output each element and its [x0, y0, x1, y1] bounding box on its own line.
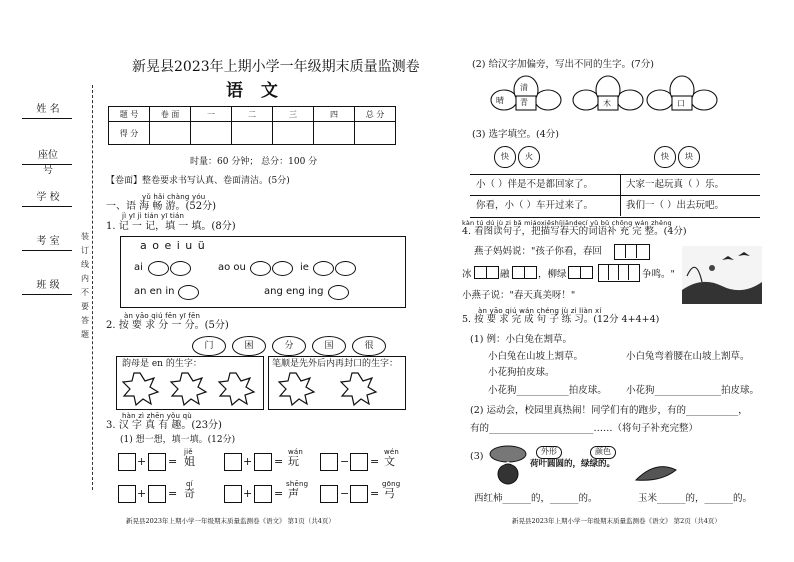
star-blank: [219, 373, 254, 405]
pinyin: jiě: [184, 448, 193, 456]
choice-char: 快: [654, 146, 676, 168]
binding-note-char: 答: [81, 316, 89, 325]
answer-line[interactable]: 小花狗___________拍皮球。: [488, 385, 607, 396]
en-box-label: 韵母是 en 的生字：: [122, 359, 202, 369]
class-line[interactable]: [22, 294, 72, 295]
flower-char: 青: [520, 98, 528, 107]
word-grid[interactable]: [598, 264, 640, 282]
q4-title: 4. 看图读句子，把描写春天的词语补 充 完 整。(4分): [462, 226, 687, 237]
example-sentence: 荷叶圆圆的，绿绿的。: [530, 459, 616, 469]
score-header: 二: [232, 107, 273, 122]
pinyin: yǔ hǎi chàng yóu: [142, 193, 206, 201]
footer-right: 新晃县2023年上期小学一年级期末质量监测卷《语文》 第2页（共4页）: [512, 517, 721, 525]
flower-char: 清: [520, 83, 528, 92]
flower-char: 晴: [496, 96, 504, 105]
answer-square[interactable]: [118, 485, 136, 503]
score-cell[interactable]: [273, 122, 314, 145]
spring-illustration: [682, 246, 762, 304]
starburst-answers[interactable]: [118, 370, 404, 406]
q3-2-title: (2) 给汉字加偏旁，写出不同的生字。(7分): [472, 59, 654, 70]
answer-square[interactable]: [224, 453, 242, 471]
binding-note: [80, 230, 90, 342]
answer-square[interactable]: [254, 453, 272, 471]
ie-label: ie: [300, 262, 309, 273]
score-header: 三: [273, 107, 314, 122]
blank-oval[interactable]: [148, 261, 169, 276]
subject-title: 语 文: [226, 81, 284, 101]
answer-square[interactable]: [254, 485, 272, 503]
star-blank: [279, 373, 314, 405]
heart-char: 门: [192, 336, 226, 356]
room-label: 考 室: [36, 236, 60, 247]
q3-1-title: (1) 想一想，填一填。(12分): [120, 435, 236, 445]
binding-note-char: 线: [81, 260, 89, 269]
flower-char: 木: [603, 99, 611, 108]
blank-oval[interactable]: [313, 261, 334, 276]
binding-note-char: 订: [81, 246, 89, 255]
pinyin: wén: [384, 448, 400, 456]
tag-color: 颜色: [590, 446, 616, 459]
blank-oval[interactable]: [170, 261, 191, 276]
answer-square[interactable]: [350, 453, 368, 471]
time-info: 时量：60 分钟； 总分：100 分: [190, 157, 318, 167]
score-header: 一: [191, 107, 232, 122]
ai-label: ai: [134, 262, 143, 273]
answer-line[interactable]: (2) 运动会，校园里真热闹！同学们有的跑步，有的___________，: [470, 405, 748, 416]
q3-title: 3. 汉 字 真 有 趣。(23分): [106, 420, 222, 431]
swallow-text: 小燕子说："春天真美呀！": [462, 290, 576, 301]
score-cell[interactable]: [355, 122, 396, 145]
heart-char: 很: [352, 336, 386, 356]
swallow-text: 融: [500, 269, 510, 280]
answer-line[interactable]: 小花狗______________拍皮球。: [626, 385, 760, 396]
swallow-text: ，柳绿: [538, 269, 567, 280]
pinyin: shēng: [286, 480, 309, 488]
answer-square[interactable]: [118, 453, 136, 471]
pinyin: qí: [186, 480, 193, 488]
flower-char: 口: [677, 99, 685, 108]
answer-square[interactable]: [320, 485, 338, 503]
score-header: 四: [314, 107, 355, 122]
answer-square[interactable]: [148, 453, 166, 471]
heart-char: 困: [232, 336, 266, 356]
star-blank: [123, 373, 158, 405]
pinyin: wán: [288, 448, 304, 456]
binding-note-char: 题: [81, 330, 89, 339]
q3-3-title: (3) 选字填空。(4分): [472, 129, 559, 140]
heart-char: 分: [272, 336, 306, 356]
word-cell[interactable]: [486, 266, 499, 279]
name-label: 姓 名: [36, 104, 60, 115]
exam-title: 新晃县2023年上期小学一年级期末质量监测卷: [132, 59, 420, 75]
flower-diagram: [482, 72, 732, 116]
juanmian: 【卷面】整卷要求书写认真、卷面清洁。(5分): [106, 176, 290, 186]
choice-char: 快: [494, 146, 516, 168]
score-header: 总 分: [355, 107, 396, 122]
seat-label: 座位号: [38, 150, 58, 176]
anen-label: an en in: [134, 286, 175, 297]
blank-oval[interactable]: [250, 261, 271, 276]
swallow-text: 燕子妈妈说："孩子你看，春回: [474, 246, 602, 257]
word-cell[interactable]: [580, 266, 593, 279]
score-cell[interactable]: [150, 122, 191, 145]
example-text: (1) 例：小白兔在割草。: [470, 334, 572, 345]
blank-oval[interactable]: [178, 285, 199, 300]
example-text: 小花狗拍皮球。: [488, 367, 555, 378]
answer-line[interactable]: 有的______________________……（将句子补充完整）: [470, 423, 699, 434]
result-char: 玩: [288, 455, 299, 468]
result-char: 弓: [384, 487, 395, 500]
fill-sentence[interactable]: 大家一起玩真（ ）乐。: [626, 179, 725, 190]
vowels-row: a o e i u ü: [140, 239, 205, 252]
swallow-text: 争鸣。": [642, 269, 675, 280]
pinyin: jì yī jì tián yī tián: [122, 212, 185, 220]
result-char: 声: [288, 487, 299, 500]
blank-oval[interactable]: [335, 261, 356, 276]
swallow-text: 冰: [462, 269, 472, 280]
name-line[interactable]: [22, 118, 72, 119]
answer-square[interactable]: [350, 485, 368, 503]
pinyin: gōng: [382, 480, 401, 488]
example-text: 小白兔弯着腰在山坡上割草。: [626, 351, 750, 362]
star-blank: [171, 373, 206, 405]
section-1-title: 一、语 海 畅 游。(52分): [106, 201, 217, 212]
score-header: 卷 面: [150, 107, 191, 122]
q5-title: 5. 按 要 求 完 成 句 子 练 习。(12分 4+4+4): [462, 314, 660, 325]
room-line[interactable]: [22, 250, 72, 251]
star-blank: [341, 373, 376, 405]
fill-sentence[interactable]: 我们一（ ）出去玩吧。: [626, 200, 725, 211]
fill-sentence[interactable]: 你看，小（ ）车开过来了。: [476, 200, 594, 211]
choice-char: 块: [678, 146, 700, 168]
score-table: [108, 106, 396, 145]
blank-oval[interactable]: [328, 285, 349, 300]
aoou-label: ao ou: [218, 262, 246, 273]
score-header: 题 号: [109, 107, 150, 122]
binding-note-char: 要: [81, 302, 89, 311]
binding-note-char: 不: [81, 288, 89, 297]
word-cell[interactable]: [524, 266, 537, 279]
pinyin: hàn zì zhēn yǒu qù: [122, 412, 192, 420]
binding-note-char: 内: [81, 274, 89, 283]
binding-line: [92, 85, 93, 490]
pinyin: kàn tú dú jù zi bǎ miáoxiěshíjiāndecí yǔ bǔ chōng wán zhěng: [462, 219, 672, 227]
e3-label: (3): [470, 451, 484, 462]
seat-line[interactable]: [22, 164, 72, 165]
result-char: 奇: [184, 487, 195, 500]
binding-note-char: 装: [81, 232, 89, 241]
order-box-label: 笔顺是先外后内再封口的生字：: [272, 359, 399, 369]
answer-square[interactable]: [148, 485, 166, 503]
q1-title: 1. 记 一 记，填 一 填。(8分): [106, 221, 236, 232]
tag-shape: 外形: [536, 446, 562, 459]
choice-char: 火: [518, 146, 540, 168]
result-char: 文: [384, 455, 395, 468]
fill-sentence[interactable]: 小（ ）伴是不是都回家了。: [476, 179, 594, 190]
example-text: 小白兔在山坡上割草。: [488, 351, 584, 362]
score-cell[interactable]: [232, 122, 273, 145]
score-cell[interactable]: [191, 122, 232, 145]
answer-square[interactable]: [320, 453, 338, 471]
q2-title: 2. 按 要 求 分 一 分。(5分): [106, 320, 229, 331]
ang-label: ang eng ing: [264, 286, 324, 297]
result-char: 姐: [184, 455, 195, 468]
heart-char: 国: [312, 336, 346, 356]
class-label: 班 级: [36, 280, 60, 291]
score-row-label: 得 分: [109, 122, 150, 145]
footer-left: 新晃县2023年上期小学一年级期末质量监测卷《语文》 第1页（共4页）: [126, 517, 335, 525]
pinyin: àn yāo qiú wán chéng jù zi liàn xí: [478, 307, 602, 315]
pinyin: àn yāo qiú fēn yī fēn: [124, 312, 201, 320]
blank-oval[interactable]: [272, 261, 293, 276]
answer-square[interactable]: [224, 485, 242, 503]
score-cell[interactable]: [314, 122, 355, 145]
answer-line[interactable]: 西红柿______的，______的。: [474, 493, 598, 504]
word-grid[interactable]: [614, 244, 650, 260]
school-label: 学 校: [36, 192, 60, 203]
school-line[interactable]: [22, 206, 72, 207]
answer-line[interactable]: 玉米______的，______的。: [638, 493, 753, 504]
